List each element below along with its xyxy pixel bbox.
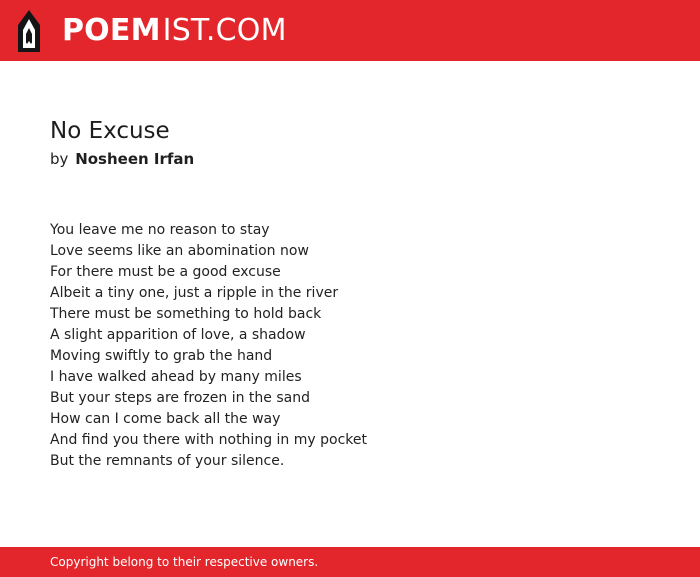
poem-line: Love seems like an abomination now <box>50 243 309 259</box>
poem-line: Albeit a tiny one, just a ripple in the river <box>50 285 339 301</box>
pen-nib-icon <box>17 10 41 52</box>
poem-line: How can I come back all the way <box>50 411 281 427</box>
poem-byline <box>50 150 650 168</box>
site-header <box>0 0 700 61</box>
copyright-text: Copyright belong to their respective owners. <box>50 555 319 569</box>
poem-line: But the remnants of your silence. <box>50 453 285 469</box>
poem-line: But your steps are frozen in the sand <box>50 390 310 406</box>
brand-strong-text: POEM <box>62 12 161 48</box>
poem-line: For there must be a good excuse <box>50 264 281 280</box>
poem-line: You leave me no reason to stay <box>50 222 270 238</box>
poem-content <box>50 118 650 472</box>
poem-line: Moving swiftly to grab the hand <box>50 348 273 364</box>
poem-line: And find you there with nothing in my pocket <box>50 432 367 448</box>
poem-lines <box>50 220 650 472</box>
brand-light-text: IST.COM <box>162 12 287 48</box>
byline-prefix: by <box>50 150 69 168</box>
poem-line: A slight apparition of love, a shadow <box>50 327 306 343</box>
poem-title: No Excuse <box>50 118 170 144</box>
poem-author: Nosheen Irfan <box>75 150 195 168</box>
site-logo-link[interactable] <box>17 10 287 51</box>
poem-line: There must be something to hold back <box>50 306 322 322</box>
site-footer <box>0 547 700 577</box>
site-brand <box>62 12 287 48</box>
poem-line: I have walked ahead by many miles <box>50 369 302 385</box>
